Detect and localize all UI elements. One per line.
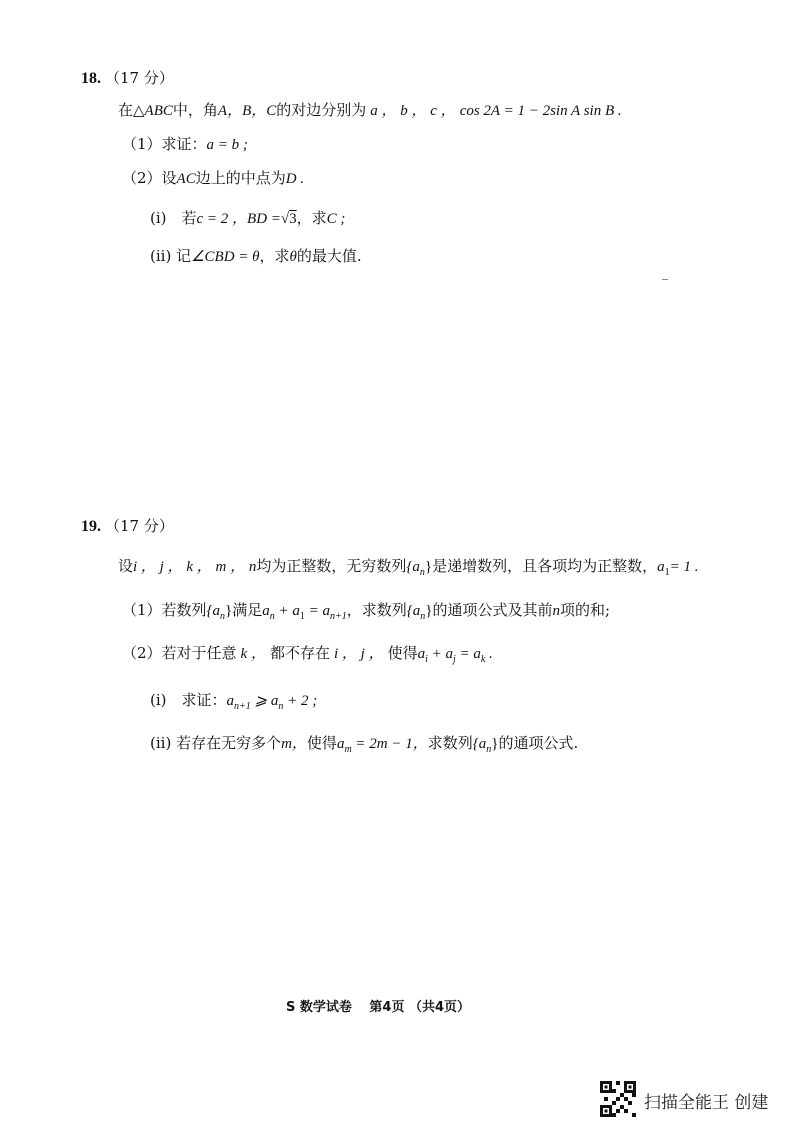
q19-stem: 设i ， j ， k ， m ， n均为正整数，无穷数列$\{a_n\}$是递增数列，且各项均为正整数，$a_1= 1$ . [118, 557, 699, 578]
q19-part1-end: 项的和; [560, 601, 611, 619]
q19-part2-ii-m: m， [281, 736, 307, 752]
q19-part2-ii-eq: = 2m − 1， [351, 736, 428, 752]
q19-points: （17 分） [105, 517, 174, 535]
q18-stem-mid: 中，角 [172, 101, 218, 119]
q19-part2-ii-tail: 求数列 [427, 734, 473, 752]
q18-stem-mid2: 的对边分别为 [276, 101, 367, 119]
q18-part2-ii-tail: ，求 [259, 247, 290, 265]
q19-part1-seq-2: {a [406, 603, 421, 619]
q18-part2-i-tail: ，求 [296, 209, 327, 227]
q19-stem-a1-value: = 1 . [669, 559, 699, 575]
q18-part2-ii [150, 246, 362, 267]
q18-part2-ac: AC [176, 171, 196, 187]
q19-stem-a1: a [657, 559, 665, 575]
q19-part2: （2）若对于任意 k ， 都不存在 i ， j ， 使得$a_i + a_j = a_k$ . [122, 644, 493, 665]
q18-part2-d: D . [285, 171, 305, 187]
q18-part2-i-target: C ; [326, 211, 346, 227]
q18-stem [118, 100, 622, 121]
q19-part1-mid: 满足 [232, 601, 263, 619]
q19-number: 19. [81, 518, 101, 535]
q19-stem-seq: {a [406, 559, 420, 575]
q19-part2-ii-mid: 使得 [306, 734, 337, 752]
q18-part2-ii-angle: ∠CBD = θ [191, 249, 260, 265]
q18-part2-i-label: (i) 若 [150, 209, 197, 227]
q18-stem-vars: A，B，C [217, 103, 277, 119]
q19-part2-k: k ， [240, 646, 266, 662]
scan-speck [662, 279, 668, 280]
q19-part2-ii-end: 的通项公式. [498, 734, 579, 752]
q19-part1-n: n [552, 603, 560, 619]
q19-part2-eq: a [417, 646, 426, 662]
q18-part2-mid: 边上的中点为 [195, 169, 286, 187]
q19-part1: （1）若数列$\{a_n\}$满足$a_n + a_1 = a_{n+1}$，求数列$\{a_n\}$的通项公式及其前n项的和; [122, 601, 611, 622]
q18-part2-ii-label: (ii) 记 [150, 247, 192, 265]
q19-part2-ii-label: (ii) 若存在无穷多个 [150, 734, 282, 752]
q18-part1-label: （1）求证： [122, 135, 207, 153]
q18-number: 18. [81, 70, 101, 87]
q19-part2-ii: (ii) 若存在无穷多个m，使得$a_m = 2m - 1$，求数列$\{a_n\}$的通项公式. [150, 734, 579, 755]
q19-header [81, 516, 174, 537]
q19-part1-tail: ，求数列 [346, 601, 407, 619]
q19-part1-eq-b: + a [274, 603, 300, 619]
q19-part1-tail2: 的通项公式及其前 [432, 601, 553, 619]
q18-stem-equation: cos 2A = 1 − 2sin A sin B . [459, 103, 622, 119]
q19-part2-i: (i) 求证：$a_{n+1}$ ⩾ $a_n + 2$ ; [150, 691, 318, 712]
q19-stem-a: 设 [118, 557, 134, 575]
page-footer: S 数学试卷 第4页 （共4页） [286, 1000, 471, 1015]
q19-part1-eq-c: = a [304, 603, 331, 619]
q18-points: （17 分） [105, 69, 174, 87]
q18-part1-equation: a = b ; [206, 137, 248, 153]
q19-part2-label: （2）若对于任意 [122, 644, 237, 662]
sqrt-symbol: √ [280, 211, 290, 227]
q18-header [81, 68, 174, 89]
q19-stem-vars: i ， j ， k ， m ， n [133, 559, 257, 575]
q18-part1 [122, 134, 248, 155]
q18-part2-i [150, 208, 345, 229]
q19-stem-b: 均为正整数，无穷数列 [256, 557, 407, 575]
q19-part2-i-label: (i) 求证： [150, 691, 227, 709]
q19-part1-seq: {a [206, 603, 221, 619]
q18-stem-sides: a ， b ， c ， [370, 103, 456, 119]
q19-part2-ij: i ， j ， [333, 646, 384, 662]
q19-part1-eq-a: a [262, 603, 270, 619]
q18-stem-prefix: 在△ [118, 101, 145, 119]
q18-part2 [122, 168, 304, 189]
q18-part2-ii-end: 的最大值. [296, 247, 362, 265]
q18-part2-i-radicand: 3 [289, 211, 297, 227]
qr-code-icon [600, 1081, 636, 1117]
scanner-watermark: 扫描全能王 创建 [644, 1093, 769, 1113]
q19-part2-tail: 使得 [387, 644, 418, 662]
q18-stem-triangle: ABC [144, 103, 173, 119]
q19-stem-c: 是递增数列，且各项均为正整数， [432, 557, 658, 575]
q19-part2-mid: 都不存在 [269, 644, 330, 662]
q18-part2-label: （2）设 [122, 169, 177, 187]
q18-part2-i-given: c = 2 ，BD = [196, 211, 281, 227]
q18-part2-ii-theta: θ [289, 249, 297, 265]
q19-part1-label: （1）若数列 [122, 601, 207, 619]
